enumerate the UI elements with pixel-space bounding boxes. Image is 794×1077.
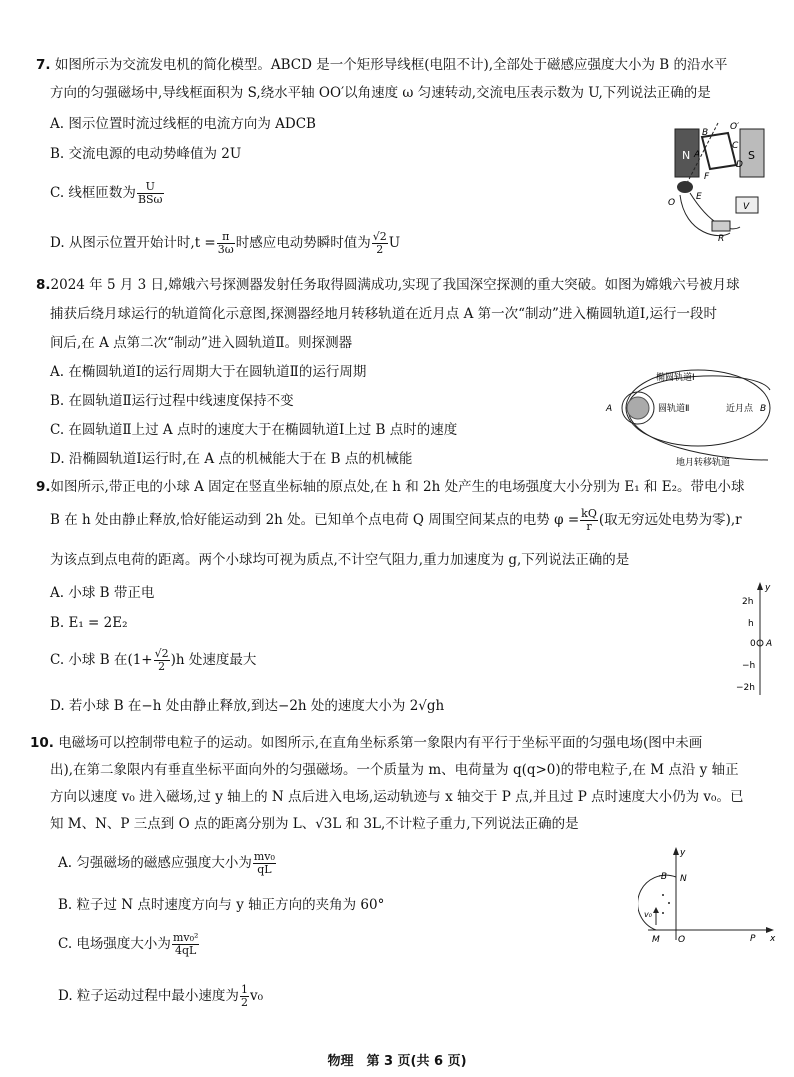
q7-c-fraction [137, 181, 164, 206]
q7-label-r: R [718, 234, 725, 244]
q8-option-b: B. 在圆轨道Ⅱ运行过程中线速度保持不变 [50, 393, 294, 409]
q7-label-o2: O′ [730, 122, 740, 132]
q7-label-n: N [682, 149, 691, 162]
q9-stem2b: (取无穷远处电势为零),r [598, 512, 742, 528]
q7-stem1: 如图所示为交流发电机的简化模型。ABCD 是一个矩形导线框(电阻不计),全部处于磁感应强度大小为 B 的沿水平 [54, 57, 728, 73]
q9-c-paren: (1+ [127, 652, 153, 668]
q7-option-d [50, 228, 400, 258]
q7-label-s: S [748, 149, 755, 162]
q10-field-dot-3 [668, 902, 670, 904]
q10-trajectory [638, 875, 676, 930]
q7-d-num1: π [217, 231, 235, 244]
q7-label-o: O [668, 198, 676, 208]
q9-c-text1: C. 小球 B 在 [50, 652, 128, 668]
q10-stem-line1 [30, 734, 702, 752]
q9-option-c [50, 645, 256, 675]
q8-stem-line3: 间后,在 A 点第二次“制动”进入圆轨道Ⅱ。则探测器 [50, 335, 353, 351]
q7-c-num: U [137, 181, 164, 194]
q8-stem1: 2024 年 5 月 3 日,嫦娥六号探测器发射任务取得圆满成功,实现了我国深空探测的重大突破。如图为嫦娥六号被月球 [50, 277, 740, 293]
q10-option-d [58, 980, 263, 1012]
q8-label-near: 近月点 [726, 404, 754, 414]
q7-label-a: A [694, 150, 701, 160]
q7-d-num2: √2 [372, 230, 387, 243]
q9-option-a: A. 小球 B 带正电 [50, 585, 155, 601]
q10-d-num: 1 [240, 983, 248, 996]
q7-coil [702, 133, 736, 169]
q10-d-den: 2 [240, 996, 248, 1009]
q10-d-frac [240, 984, 249, 1009]
q10-stem-line2: 出),在第二象限内有垂直坐标平面向外的匀强磁场。一个质量为 m、电荷量为 q(q>0)的带电粒子,在 M 点沿 y 轴正 [50, 762, 739, 778]
q10-c-text: C. 电场强度大小为 [58, 936, 171, 952]
q10-label-b: ·B [658, 872, 668, 882]
q9-label-a: A [766, 639, 773, 649]
q8-option-a: A. 在椭圆轨道Ⅰ的运行周期大于在圆轨道Ⅱ的运行周期 [50, 364, 367, 380]
q7-d-den1: 3ω [217, 243, 234, 256]
q9-stem1: 如图所示,带正电的小球 A 固定在竖直坐标轴的原点处,在 h 和 2h 处产生的电场强度大小分别为 E₁ 和 E₂。带电小球 [50, 479, 745, 495]
q10-field-dot-2 [662, 912, 664, 914]
q7-generator-figure [640, 115, 780, 245]
q7-d-text1: D. 从图示位置开始计时,t = [50, 235, 216, 251]
q8-number: 8. [36, 277, 51, 293]
q10-a-den: qL [257, 863, 272, 876]
q10-stem-line3: 方向以速度 v₀ 进入磁场,过 y 轴上的 N 点后进入电场,运动轨迹与 x 轴交于 P 点,并且过 P 点时速度大小仍为 v₀。已 [50, 789, 744, 805]
q7-stem-line1 [36, 56, 728, 74]
q10-a-text: A. 匀强磁场的磁感应强度大小为 [58, 855, 252, 871]
q10-label-m: M [652, 935, 660, 945]
page-footer: 物理 第 3 页(共 6 页) [327, 1054, 467, 1069]
q7-option-b: B. 交流电源的电动势峰值为 2U [50, 146, 242, 162]
q8-stem-line2: 捕获后绕月球运行的轨道简化示意图,探测器经地月转移轨道在近月点 A 第一次“制动”进入椭圆轨道Ⅰ,运行一段时 [50, 306, 718, 322]
q7-label-e: E [696, 192, 702, 202]
q10-x-arrow [766, 927, 774, 933]
q7-c-text: C. 线框匝数为 [50, 185, 136, 201]
q8-moon [627, 397, 649, 419]
q8-label-a: A [606, 404, 613, 414]
q7-d-den2: 2 [376, 243, 384, 256]
q10-velocity-arrowhead [653, 907, 659, 913]
q9-y-arrow [757, 582, 763, 590]
q8-option-d: D. 沿椭圆轨道Ⅰ运行时,在 A 点的机械能大于在 B 点的机械能 [50, 451, 413, 467]
q9-number: 9. [36, 479, 51, 495]
q7-option-a: A. 图示位置时流过线框的电流方向为 ADCB [50, 116, 316, 132]
q10-c-den: 4qL [174, 944, 197, 957]
q7-label-c: C [732, 141, 739, 151]
q9-axis-figure [730, 580, 780, 700]
q9-option-d: D. 若小球 B 在−h 处由静止释放,到达−2h 处的速度大小为 2√gh [50, 698, 445, 714]
q7-stem-line2: 方向的匀强磁场中,导线框面积为 S,绕水平轴 OO′以角速度 ω 匀速转动,交流电压表示数为 U,下列说法正确的是 [50, 85, 711, 101]
q7-label-f: F [704, 172, 710, 182]
q9-tick-m2h: −2h [736, 683, 755, 693]
q10-label-y: y [680, 848, 686, 858]
q8-transfer-bottom [628, 408, 768, 460]
q10-y-arrow [673, 847, 679, 855]
q9-tick-mh: −h [742, 661, 756, 671]
q10-c-frac [172, 932, 199, 957]
q9-phi-num: kQ [581, 507, 597, 520]
q8-label-transfer: 地月转移轨道 [676, 458, 731, 468]
q10-coordinate-figure [638, 845, 778, 945]
q9-tick-h: h [748, 619, 754, 629]
q10-c-num: mv₀² [172, 931, 199, 944]
q8-stem-line1 [36, 276, 740, 294]
q9-phi-frac [580, 508, 598, 533]
q7-d-text2: 时感应电动势瞬时值为 [235, 235, 371, 251]
q10-a-frac [253, 851, 276, 876]
q8-label-ellipse: 椭圆轨道Ⅰ [656, 373, 695, 383]
q9-tick-0: 0 [750, 639, 756, 649]
q7-label-d: D [736, 160, 743, 170]
q10-label-x: x [770, 934, 776, 944]
q9-c-frac [154, 648, 170, 673]
q10-stem1: 电磁场可以控制带电粒子的运动。如图所示,在直角坐标系第一象限内有平行于坐标平面的匀强电场(图中未画 [58, 735, 703, 751]
q9-c-text2: )h 处速度最大 [170, 652, 257, 668]
q9-tick-2h: 2h [742, 597, 754, 607]
q7-d-frac2 [372, 231, 388, 256]
q8-option-c: C. 在圆轨道Ⅱ上过 A 点时的速度大于在椭圆轨道Ⅰ上过 B 点时的速度 [50, 422, 458, 438]
q9-phi-den: r [586, 520, 592, 533]
q7-resistor [712, 221, 730, 231]
q7-c-den: BSω [137, 193, 163, 206]
q10-label-p: P [750, 934, 756, 944]
q9-stem-line1 [36, 478, 745, 496]
q10-option-c [58, 928, 200, 960]
q7-label-v: V [743, 202, 750, 212]
q8-label-b: B [760, 404, 767, 414]
q10-stem-line4: 知 M、N、P 三点到 O 点的距离分别为 L、√3L 和 3L,不计粒子重力,下列说法正确的是 [50, 816, 579, 832]
q9-stem-line2 [50, 505, 742, 535]
q7-option-c [50, 178, 165, 208]
q10-field-dot-1 [662, 894, 664, 896]
q7-d-frac1 [217, 231, 235, 256]
q7-label-b: B [702, 128, 709, 138]
q8-label-circle: 圆轨道Ⅱ [658, 404, 690, 414]
q10-d-text2: v₀ [249, 988, 263, 1004]
q10-option-b: B. 粒子过 N 点时速度方向与 y 轴正方向的夹角为 60° [58, 897, 385, 913]
q10-label-n: N [680, 874, 687, 884]
q10-label-o: O [678, 935, 686, 945]
q7-d-text3: U [388, 235, 401, 251]
q10-option-a [58, 847, 277, 879]
q10-number: 10. [30, 735, 54, 751]
q9-stem2a: B 在 h 处由静止释放,恰好能运动到 2h 处。已知单个点电荷 Q 周围空间某点的电势 φ = [50, 512, 580, 528]
q7-number: 7. [36, 57, 51, 73]
q9-c-num: √2 [154, 647, 169, 660]
q10-label-v0: v₀ [644, 910, 652, 919]
q10-d-text: D. 粒子运动过程中最小速度为 [58, 988, 239, 1004]
q9-stem-line3: 为该点到点电荷的距离。两个小球均可视为质点,不计空气阻力,重力加速度为 g,下列说法正确的是 [50, 552, 630, 568]
q10-a-num: mv₀ [253, 850, 275, 863]
q9-c-den: 2 [158, 660, 166, 673]
q9-option-b: B. E₁ = 2E₂ [50, 615, 128, 631]
q9-label-y: y [765, 583, 771, 593]
q8-orbit-figure [598, 360, 776, 470]
q7-slip-ring [677, 181, 693, 193]
